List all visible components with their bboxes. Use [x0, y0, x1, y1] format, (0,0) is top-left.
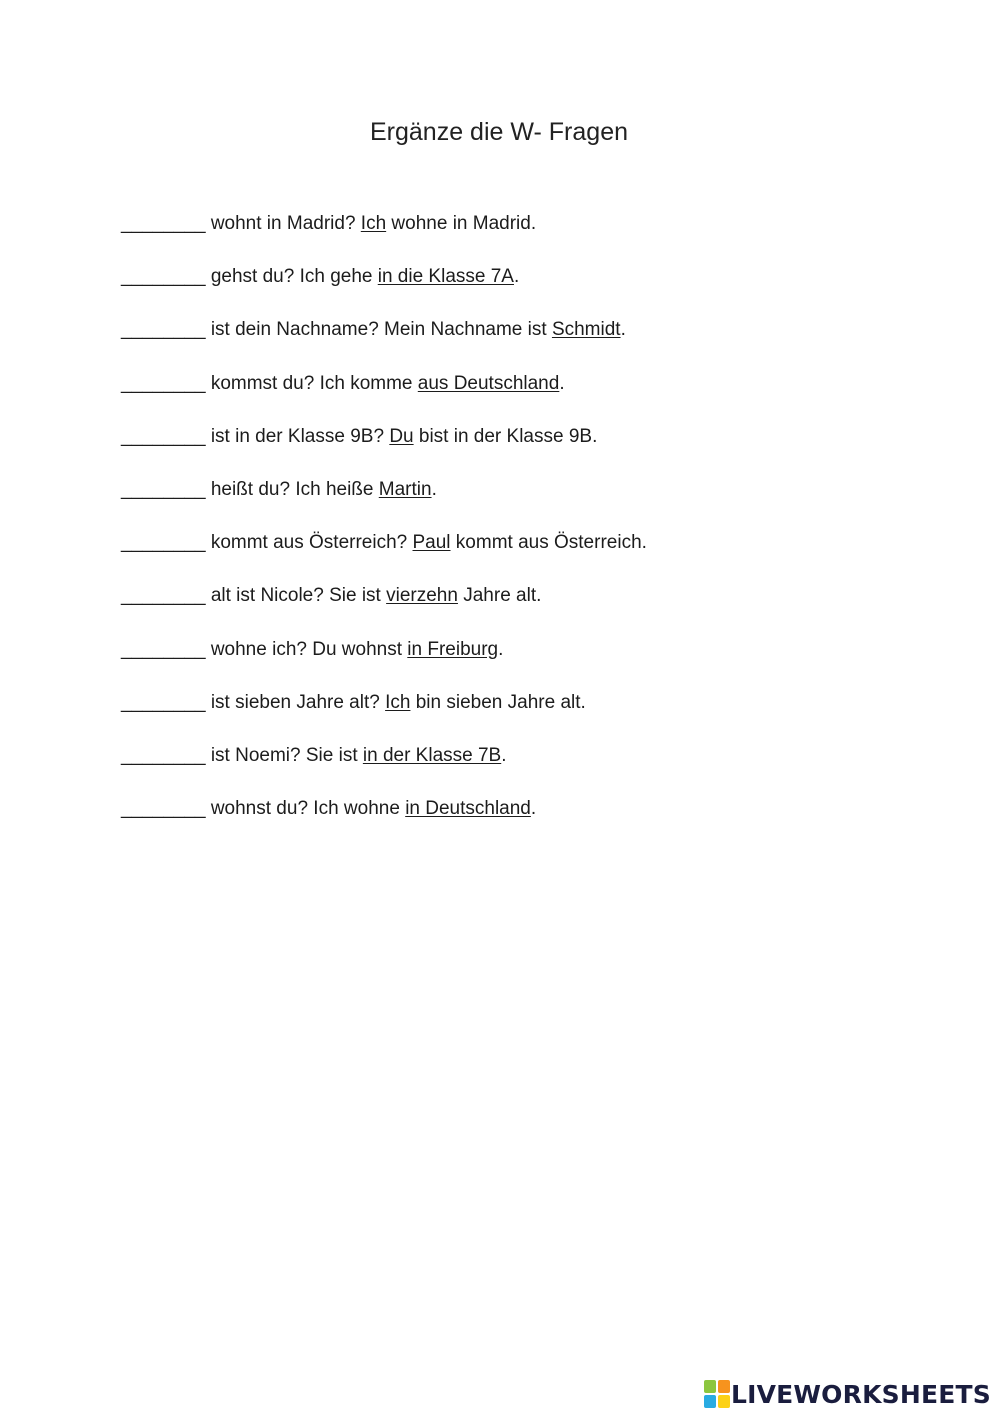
- exercise-row: [121, 424, 941, 477]
- answer-blank[interactable]: ________: [121, 532, 206, 554]
- answer-blank[interactable]: ________: [121, 425, 206, 447]
- answer-rest: .: [431, 478, 437, 500]
- exercise-row: [121, 583, 941, 636]
- question-text: heißt du? Ich heiße: [205, 478, 379, 500]
- exercise-row: [121, 796, 941, 849]
- underlined-answer: Ich: [360, 213, 387, 234]
- exercise-row: [121, 371, 941, 424]
- underlined-answer: in Deutschland: [405, 798, 531, 820]
- question-text: ist Noemi? Sie ist: [205, 744, 363, 766]
- exercise-row: [121, 477, 941, 530]
- underlined-answer: in die Klasse 7A: [377, 266, 514, 288]
- answer-rest: .: [501, 744, 507, 766]
- answer-rest: bin sieben Jahre alt.: [410, 691, 586, 713]
- underlined-answer: in Freiburg: [407, 638, 499, 660]
- exercise-row: [121, 530, 941, 583]
- underlined-answer: Martin: [378, 478, 432, 500]
- question-text: ist dein Nachname? Mein Nachname ist: [205, 319, 552, 341]
- answer-rest: .: [620, 319, 626, 341]
- answer-blank[interactable]: ________: [121, 213, 206, 234]
- logo-tile-blue: [704, 1395, 716, 1408]
- underlined-answer: Schmidt: [551, 319, 621, 341]
- answer-blank[interactable]: ________: [121, 744, 206, 766]
- question-text: alt ist Nicole? Sie ist: [205, 585, 387, 607]
- question-text: wohne ich? Du wohnst: [205, 638, 408, 660]
- answer-blank[interactable]: ________: [121, 319, 206, 341]
- exercise-row: [121, 743, 941, 796]
- answer-blank[interactable]: ________: [121, 372, 206, 394]
- question-text: gehst du? Ich gehe: [205, 266, 378, 288]
- underlined-answer: aus Deutschland: [417, 372, 560, 394]
- page-title: Ergänze die W- Fragen: [370, 118, 628, 146]
- footer-brand: [704, 1379, 991, 1409]
- answer-rest: wohne in Madrid.: [386, 213, 537, 234]
- underlined-answer: vierzehn: [386, 585, 458, 607]
- answer-rest: Jahre alt.: [457, 585, 542, 607]
- brand-name: LIVEWORKSHEETS: [730, 1379, 991, 1409]
- answer-rest: kommt aus Österreich.: [450, 532, 647, 554]
- underlined-answer: Du: [389, 425, 414, 447]
- exercise-row: [121, 690, 941, 743]
- exercise-row: [121, 211, 941, 264]
- exercise-row: [121, 637, 941, 690]
- answer-blank[interactable]: ________: [121, 691, 206, 713]
- answer-blank[interactable]: ________: [121, 585, 206, 607]
- answer-blank[interactable]: ________: [121, 638, 206, 660]
- question-text: ist in der Klasse 9B?: [205, 425, 390, 447]
- answer-blank[interactable]: ________: [121, 266, 206, 288]
- underlined-answer: in der Klasse 7B: [362, 744, 502, 766]
- logo-tile-yellow: [718, 1395, 730, 1408]
- answer-rest: .: [530, 798, 537, 820]
- answer-rest: .: [498, 638, 504, 660]
- exercise-list: [121, 211, 941, 849]
- question-text: kommst du? Ich komme: [205, 372, 418, 394]
- question-text: wohnt in Madrid?: [205, 213, 361, 234]
- answer-rest: .: [513, 266, 520, 288]
- underlined-answer: Paul: [412, 532, 451, 554]
- exercise-row: [121, 264, 941, 317]
- logo-tile-green: [704, 1380, 716, 1393]
- question-text: wohnst du? Ich wohne: [205, 798, 406, 820]
- underlined-answer: Ich: [385, 691, 411, 713]
- answer-rest: bist in der Klasse 9B.: [413, 425, 598, 447]
- question-text: ist sieben Jahre alt?: [205, 691, 386, 713]
- answer-blank[interactable]: ________: [121, 798, 206, 820]
- question-text: kommt aus Österreich?: [205, 532, 413, 554]
- logo-tile-orange: [718, 1380, 730, 1393]
- exercise-row: [121, 317, 941, 370]
- answer-blank[interactable]: ________: [121, 478, 206, 500]
- answer-rest: .: [559, 372, 565, 394]
- liveworksheets-logo-icon: [704, 1380, 730, 1408]
